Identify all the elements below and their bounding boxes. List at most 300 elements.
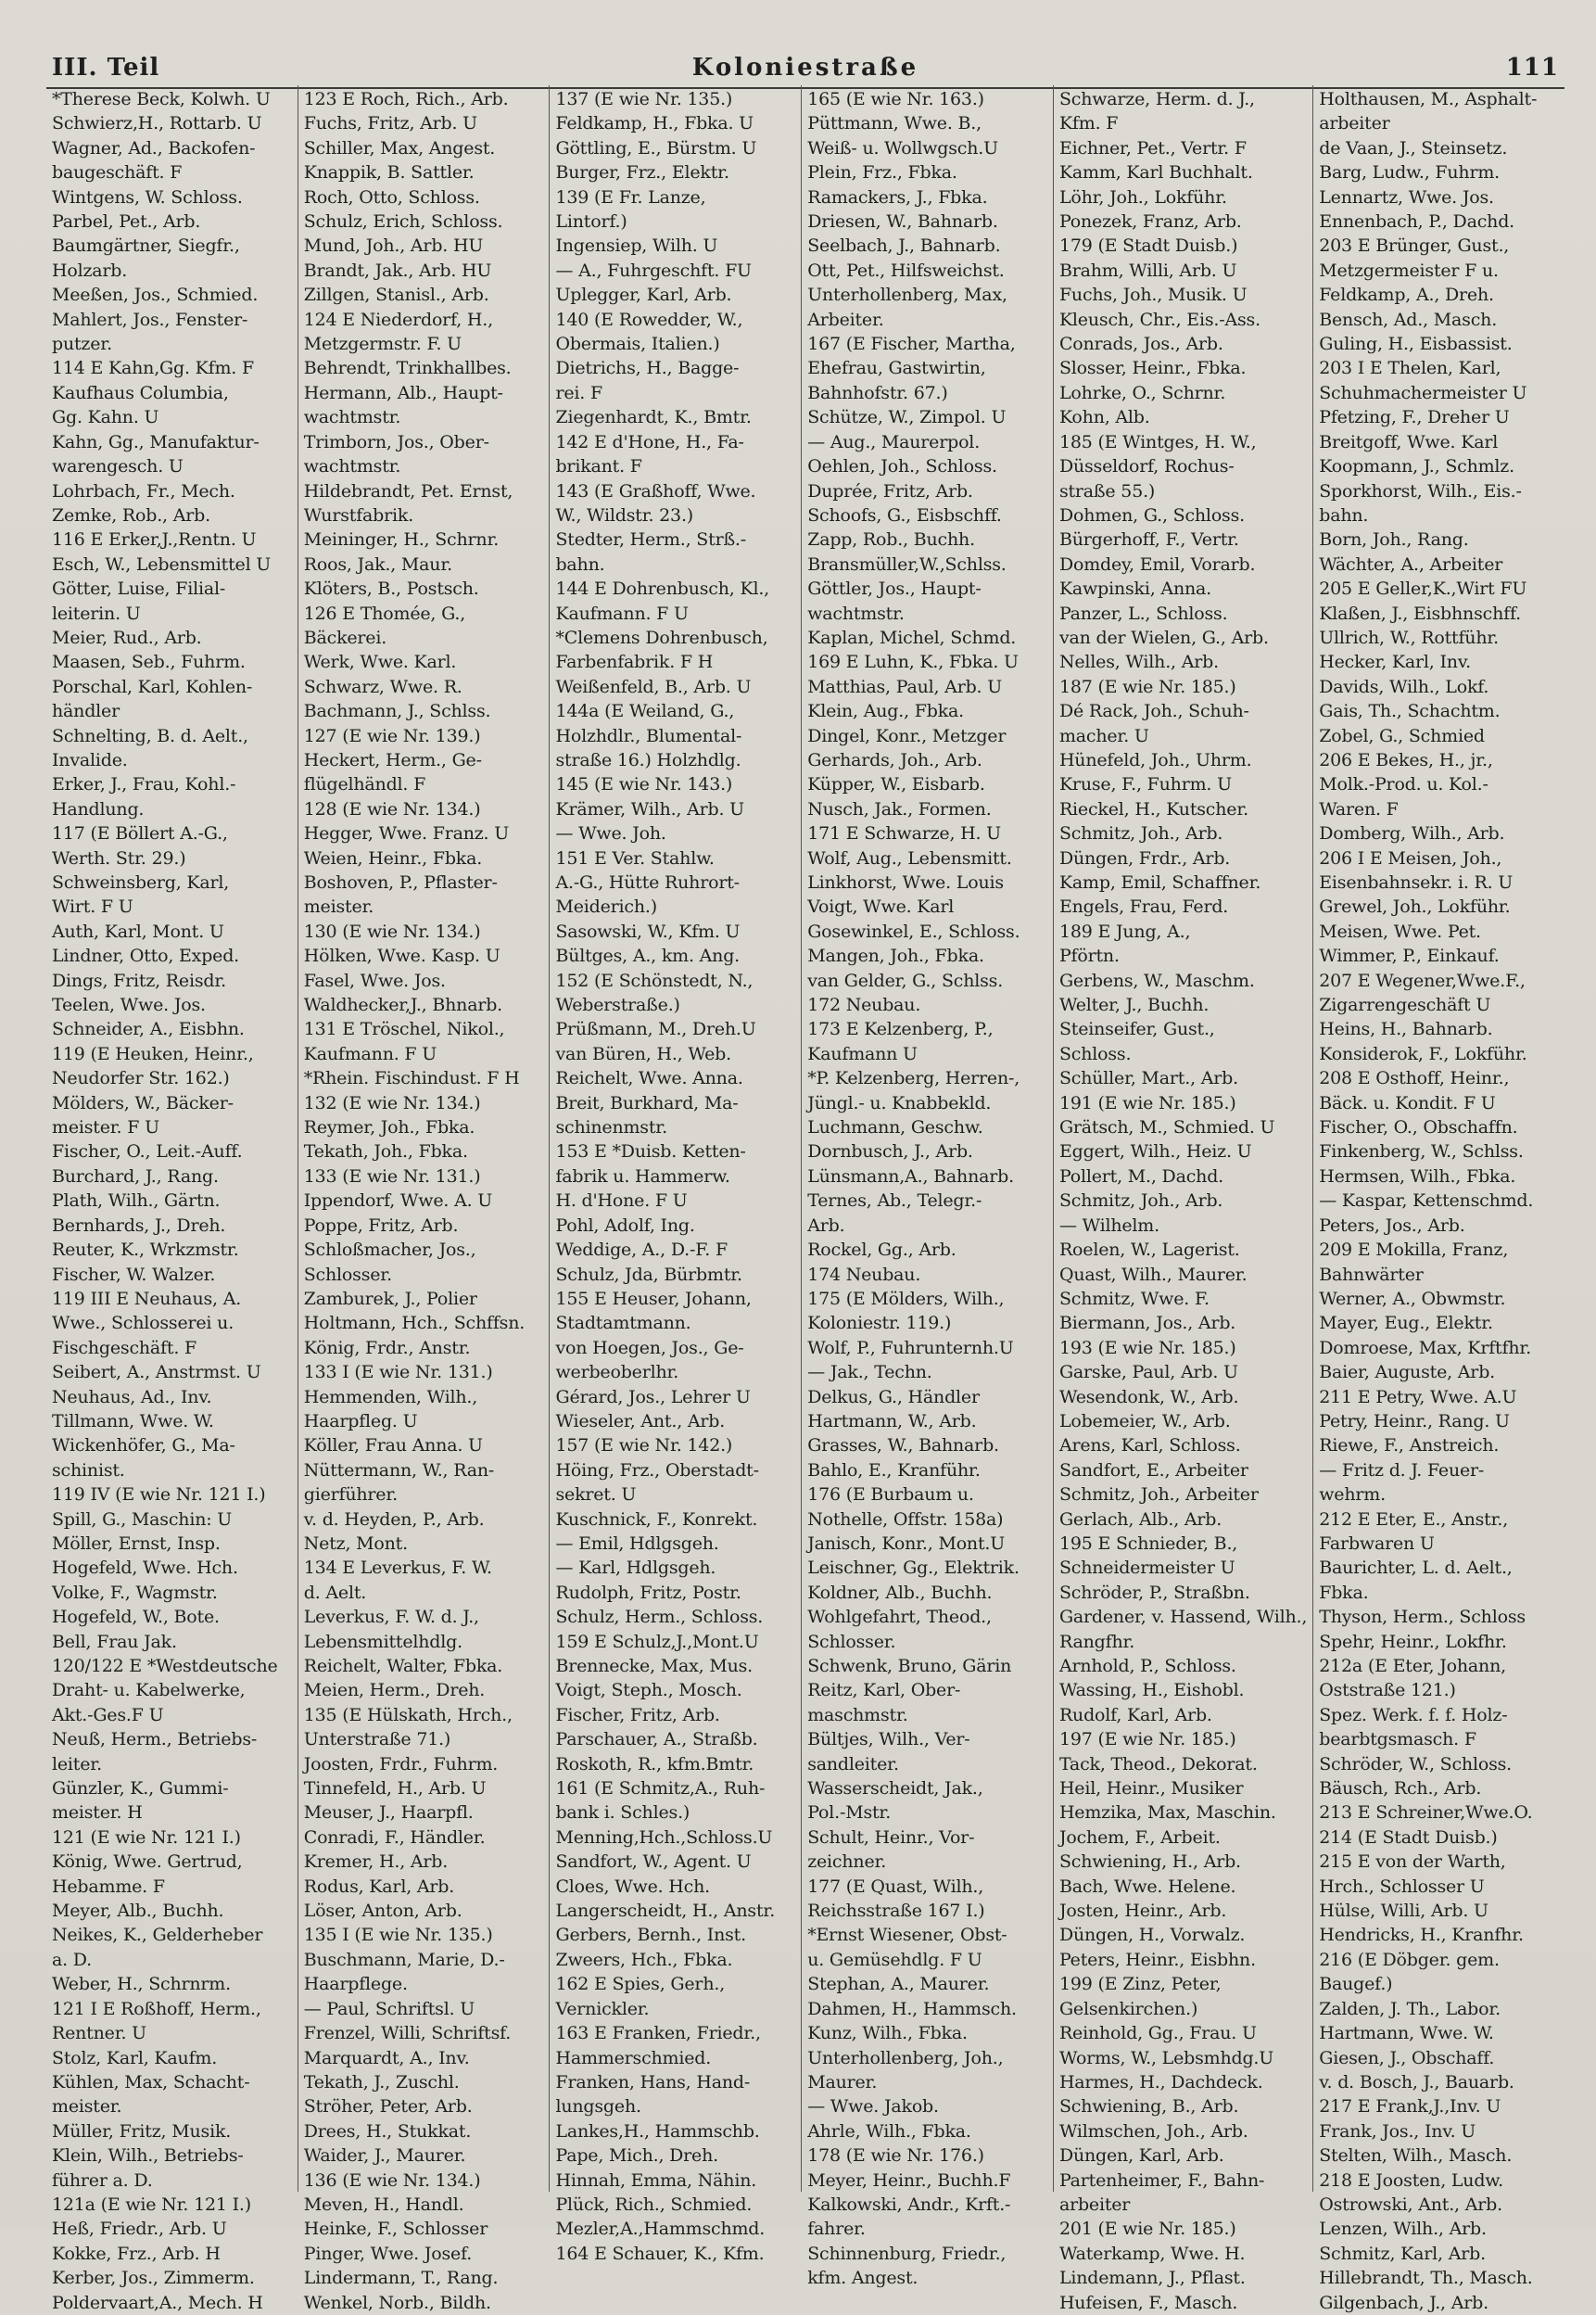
directory-entry: v. d. Bosch, J., Bauarb. (1319, 2071, 1514, 2092)
directory-entry: Gerlach, Alb., Arb. (1058, 1508, 1222, 1530)
directory-entry: Ahrle, Wilh., Fbka. (807, 2120, 971, 2142)
directory-entry: Eggert, Wilh., Heiz. U (1058, 1141, 1252, 1163)
directory-entry: Holthausen, M., Asphalt- (1319, 89, 1538, 109)
directory-entry: Schulz, Erich, Schloss. (303, 211, 503, 233)
directory-entry: 137 (E wie Nr. 135.) (555, 89, 733, 109)
directory-entry: straße 16.) Holzhdlg. (555, 749, 741, 770)
directory-entry: Meiderich.) (555, 897, 657, 918)
directory-entry: meister. (303, 897, 374, 918)
directory-entry: Zobel, G., Schmied (1319, 725, 1485, 746)
directory-entry: brikant. F (555, 456, 642, 477)
directory-entry: Hinnah, Emma, Nähin. (555, 2169, 757, 2191)
directory-entry: Brennecke, Max, Mus. (555, 1656, 754, 1676)
directory-entry: Grasses, W., Bahnarb. (807, 1435, 999, 1456)
directory-entry: Burchard, J., Rang. (52, 1165, 219, 1187)
directory-entry: Rudolf, Karl, Arb. (1058, 1704, 1212, 1725)
directory-entry: 131 E Tröschel, Nikol., (303, 1019, 505, 1040)
directory-entry: Bell, Frau Jak. (52, 1631, 177, 1652)
directory-entry: Netz, Mont. (303, 1533, 408, 1554)
directory-entry: — Paul, Schriftsl. U (303, 1998, 475, 2019)
directory-entry: Göttling, E., Bürstm. U (555, 137, 757, 159)
directory-entry: fabrik u. Hammerw. (555, 1165, 730, 1187)
directory-entry: Mölders, W., Bäcker- (52, 1092, 234, 1113)
directory-entry: Lindner, Otto, Exped. (52, 946, 240, 967)
directory-entry: Klein, Wilh., Betriebs- (52, 2145, 244, 2167)
directory-entry: Wohlgefahrt, Theod., (807, 1607, 992, 1628)
directory-entry: Cloes, Wwe. Hch. (555, 1876, 710, 1897)
directory-entry: 167 (E Fischer, Martha, (807, 334, 1016, 355)
directory-entry: Kamp, Emil, Schaffner. (1058, 872, 1261, 893)
directory-entry: König, Wwe. Gertrud, (52, 1851, 243, 1873)
directory-entry: Garske, Paul, Arb. U (1058, 1362, 1238, 1383)
directory-entry: Weddige, A., D.-F. F (555, 1240, 728, 1261)
directory-entry: Bültjes, Wilh., Ver- (807, 1729, 970, 1750)
directory-entry: Werk, Wwe. Karl. (303, 652, 457, 673)
directory-entry: Kleusch, Chr., Eis.-Ass. (1058, 309, 1260, 330)
directory-entry: Kuschnick, F., Konrekt. (555, 1508, 758, 1530)
directory-entry: Grewel, Joh., Lokführ. (1319, 897, 1511, 918)
directory-entry: Fischer, Fritz, Arb. (555, 1704, 720, 1725)
directory-entry: Neuß, Herm., Betriebs- (52, 1729, 258, 1750)
directory-entry: Parschauer, A., Straßb. (555, 1729, 758, 1750)
directory-entry: 144 E Dohrenbusch, Kl., (555, 579, 770, 600)
directory-entry: Peters, Heinr., Eisbhn. (1058, 1949, 1256, 1970)
directory-entry: Bachmann, J., Schlss. (303, 701, 491, 722)
directory-entry: van Büren, H., Web. (555, 1043, 731, 1064)
directory-entry: Pfetzing, F., Dreher U (1319, 407, 1510, 428)
directory-entry: Hermsen, Wilh., Fbka. (1319, 1165, 1516, 1187)
directory-entry: Hogefeld, W., Bote. (52, 1607, 220, 1628)
directory-entry: Brandt, Jak., Arb. HU (303, 260, 492, 281)
directory-entry: Breitgoff, Wwe. Karl (1319, 431, 1499, 452)
directory-entry: Waldhecker,J., Bhnarb. (303, 995, 503, 1016)
directory-entry: 216 (E Döbger. gem. (1319, 1949, 1500, 1970)
directory-entry: Gerhards, Joh., Arb. (807, 749, 982, 770)
directory-entry: Davids, Wilh., Lokf. (1319, 676, 1489, 697)
directory-entry: Seelbach, J., Bahnarb. (807, 235, 1001, 257)
directory-entry: Heins, H., Bahnarb. (1319, 1019, 1493, 1040)
directory-entry: Esch, W., Lebensmittel U (52, 553, 272, 575)
directory-entry: 130 (E wie Nr. 134.) (303, 921, 481, 942)
directory-entry: Kaufmann. F U (555, 603, 689, 624)
directory-entry: Bach, Wwe. Helene. (1058, 1876, 1236, 1897)
directory-entry: Ingensiep, Wilh. U (555, 235, 718, 257)
directory-entry: 135 I (E wie Nr. 135.) (303, 1925, 493, 1946)
directory-entry: Sandfort, W., Agent. U (555, 1851, 752, 1873)
directory-entry: Schütze, W., Zimpol. U (807, 407, 1007, 428)
directory-entry: Wassing, H., Eishobl. (1058, 1680, 1245, 1701)
directory-entry: Reichsstraße 167 I.) (807, 1901, 985, 1922)
directory-entry: Rudolph, Fritz, Postr. (555, 1582, 741, 1603)
directory-entry: 174 Neubau. (807, 1264, 921, 1285)
directory-entry: Neuhaus, Ad., Inv. (52, 1386, 212, 1407)
directory-entry: 145 (E wie Nr. 143.) (555, 774, 733, 795)
directory-entry: Wieseler, Ant., Arb. (555, 1410, 726, 1431)
directory-entry: Lünsmann,A., Bahnarb. (807, 1165, 1014, 1187)
directory-entry: Fasel, Wwe. Jos. (303, 970, 446, 991)
directory-entry: Stedter, Herm., Strß.- (555, 529, 746, 551)
directory-entry: 124 E Niederdorf, H., (303, 309, 493, 330)
directory-entry: Quast, Wilh., Maurer. (1058, 1264, 1248, 1285)
directory-entry: — Wwe. Joh. (555, 823, 666, 845)
directory-entry: Arnhold, P., Schloss. (1058, 1656, 1236, 1676)
directory-entry: 161 (E Schmitz,A., Ruh- (555, 1778, 766, 1800)
directory-entry: Kahn, Gg., Manufaktur- (52, 431, 260, 452)
directory-entry: Handlung. (52, 798, 145, 820)
directory-entry: gierführer. (303, 1484, 398, 1506)
directory-entry: Bransmüller,W.,Schlss. (807, 553, 1007, 575)
directory-entry: Kaufmann. F U (303, 1043, 437, 1064)
directory-entry: Baurichter, L. d. Aelt., (1319, 1558, 1513, 1579)
directory-entry: Plück, Rich., Schmied. (555, 2194, 753, 2215)
directory-entry: Tinnefeld, H., Arb. U (303, 1778, 487, 1800)
directory-entry: 143 (E Graßhoff, Wwe. (555, 480, 756, 502)
directory-entry: Ternes, Ab., Telegr.- (807, 1190, 982, 1212)
directory-entry: Ippendorf, Wwe. A. U (303, 1190, 493, 1212)
directory-entry: König, Frdr., Anstr. (303, 1337, 471, 1358)
directory-entry: Schwarz, Wwe. R. (303, 676, 462, 697)
directory-entry: Prüßmann, M., Dreh.U (555, 1019, 756, 1040)
directory-entry: Hendricks, H., Kranfhr. (1319, 1925, 1524, 1946)
directory-entry: Vernickler. (555, 1998, 650, 2019)
directory-entry: Meien, Herm., Dreh. (303, 1680, 486, 1701)
directory-entry: — Wwe. Jakob. (807, 2096, 939, 2118)
directory-entry: Fbka. (1319, 1582, 1369, 1603)
directory-entry: *Rhein. Fischindust. F H (303, 1068, 520, 1089)
directory-entry: 121 I E Roßhoff, Herm., (52, 1998, 261, 2019)
directory-entry: Mezler,A.,Hammschmd. (555, 2219, 766, 2240)
directory-entry: 127 (E wie Nr. 139.) (303, 725, 481, 746)
directory-entry: A.-G., Hütte Ruhrort- (555, 872, 740, 893)
directory-entry: Wasserscheidt, Jak., (807, 1778, 983, 1800)
directory-entry: Meyer, Alb., Buchh. (52, 1901, 224, 1922)
directory-entry: Kühlen, Max, Schacht- (52, 2071, 250, 2092)
directory-entry: Schneider, A., Eisbhn. (52, 1019, 245, 1040)
directory-entry: 211 E Petry, Wwe. A.U (1319, 1386, 1517, 1407)
directory-entry: Heckert, Herm., Ge- (303, 749, 482, 770)
directory-entry: Bernhards, J., Dreh. (52, 1215, 226, 1236)
directory-entry: sekret. U (555, 1484, 637, 1506)
directory-entry: Klöters, B., Postsch. (303, 579, 479, 600)
directory-entry: Gosewinkel, E., Schloss. (807, 921, 1020, 942)
directory-entry: Ehefrau, Gastwirtin, (807, 358, 986, 379)
directory-entry: Lenzen, Wilh., Arb. (1319, 2219, 1487, 2240)
directory-entry: 151 E Ver. Stahlw. (555, 847, 715, 869)
directory-entry: 179 (E Stadt Duisb.) (1058, 235, 1238, 257)
directory-entry: Stadtamtmann. (555, 1313, 691, 1334)
column-4 (802, 85, 1054, 2289)
part-label: III. Teil (52, 54, 160, 82)
directory-entry: Köller, Frau Anna. U (303, 1435, 483, 1456)
directory-entry: 133 (E wie Nr. 131.) (303, 1165, 481, 1187)
directory-entry: Arb. (807, 1215, 845, 1236)
directory-entry: 119 (E Heuken, Heinr., (52, 1043, 254, 1064)
directory-entry: Zamburek, J., Polier (303, 1288, 477, 1309)
directory-entry: — Wilhelm. (1058, 1215, 1159, 1236)
directory-entry: Schulz, Jda, Bürbmtr. (555, 1264, 742, 1285)
directory-entry: 157 (E wie Nr. 142.) (555, 1435, 733, 1456)
directory-entry: Finkenberg, W., Schlss. (1319, 1141, 1524, 1163)
directory-entry: Koloniestr. 119.) (807, 1313, 952, 1334)
directory-entry: Mund, Joh., Arb. HU (303, 235, 484, 257)
directory-entry: Ott, Pet., Hilfsweichst. (807, 260, 1005, 281)
directory-entry: Lobemeier, W., Arb. (1058, 1410, 1231, 1431)
directory-entry: Barg, Ludw., Fuhrm. (1319, 162, 1500, 184)
directory-entry: Schnelting, B. d. Aelt., (52, 725, 248, 746)
column-3 (550, 85, 802, 2264)
directory-entry: Nothelle, Offstr. 158a) (807, 1508, 1004, 1530)
directory-entry: Pape, Mich., Dreh. (555, 2145, 718, 2167)
directory-entry: Sandfort, E., Arbeiter (1058, 1459, 1248, 1481)
directory-entry: Roch, Otto, Schloss. (303, 186, 480, 208)
directory-entry: Kaplan, Michel, Schmd. (807, 627, 1017, 648)
directory-entry: Neudorfer Str. 162.) (52, 1068, 230, 1089)
directory-entry: Dohmen, G., Schloss. (1058, 504, 1245, 526)
directory-entry: Meyer, Heinr., Buchh.F (807, 2169, 1011, 2191)
directory-entry: Düsseldorf, Rochus- (1058, 456, 1235, 477)
directory-entry: Menning,Hch.,Schloss.U (555, 1826, 773, 1848)
directory-entry: Hemzika, Max, Maschin. (1058, 1802, 1276, 1824)
directory-entry: Tillmann, Wwe. W. (52, 1410, 214, 1431)
directory-entry: — Aug., Maurerpol. (807, 431, 981, 452)
directory-entry: Buschmann, Marie, D.- (303, 1949, 505, 1970)
directory-entry: Tekath, Joh., Fbka. (303, 1141, 468, 1163)
directory-entry: Zweers, Hch., Fbka. (555, 1949, 733, 1970)
directory-entry: Haarpflege. (303, 1974, 408, 1995)
directory-entry: 209 E Mokilla, Franz, (1319, 1240, 1509, 1261)
directory-entry: Schlosser. (807, 1631, 896, 1652)
directory-entry: Franken, Hans, Hand- (555, 2071, 751, 2092)
directory-entry: Schuhmachermeister U (1319, 382, 1527, 403)
directory-entry: Zemke, Rob., Arb. (52, 504, 210, 526)
page-number: 111 (1505, 54, 1559, 82)
directory-entry: Riewe, F., Anstreich. (1319, 1435, 1500, 1456)
directory-entry: Hegger, Wwe. Franz. U (303, 823, 510, 845)
directory-entry: Josten, Heinr., Arb. (1058, 1901, 1227, 1922)
directory-entry: Wagner, Ad., Backofen- (52, 137, 256, 159)
directory-entry: 152 (E Schönstedt, N., (555, 970, 754, 991)
directory-entry: H. d'Hone. F U (555, 1190, 688, 1212)
directory-entry: Conrads, Jos., Arb. (1058, 334, 1223, 355)
directory-entry: 134 E Leverkus, F. W. (303, 1558, 492, 1579)
directory-entry: Meeßen, Jos., Schmied. (52, 285, 259, 306)
directory-entry: bank i. Schles.) (555, 1802, 690, 1824)
directory-entry: Reinhold, Gg., Frau. U (1058, 2023, 1257, 2044)
directory-entry: Voigt, Wwe. Karl (807, 897, 955, 918)
directory-entry: Löhr, Joh., Lokführ. (1058, 186, 1227, 208)
directory-entry: 193 (E wie Nr. 185.) (1058, 1337, 1236, 1358)
directory-entry: Roelen, W., Lagerist. (1058, 1240, 1240, 1261)
directory-entry: rei. F (555, 382, 602, 403)
directory-entry: Wolf, P., Fuhrunternh.U (807, 1337, 1014, 1358)
directory-entry: Baumgärtner, Siegfr., (52, 235, 240, 257)
directory-entry: 177 (E Quast, Wilh., (807, 1876, 984, 1897)
directory-entry: — Karl, Hdlgsgeh. (555, 1558, 716, 1579)
directory-entry: Weißenfeld, B., Arb. U (555, 676, 752, 697)
directory-entry: sandleiter. (807, 1753, 899, 1774)
directory-entry: Auth, Karl, Mont. U (52, 921, 224, 942)
directory-entry: Müller, Fritz, Musik. (52, 2120, 232, 2142)
directory-entry: Lennartz, Wwe. Jos. (1319, 186, 1494, 208)
directory-entry: Weiß- u. Wollwgsch.U (807, 137, 998, 159)
directory-entry: Giesen, J., Obschaff. (1319, 2047, 1495, 2068)
directory-entry: 207 E Wegener,Wwe.F., (1319, 970, 1526, 991)
directory-entry: Schwenk, Bruno, Gärin (807, 1656, 1012, 1676)
directory-entry: Rentner. U (52, 2023, 146, 2044)
directory-entry: 197 (E wie Nr. 185.) (1058, 1729, 1236, 1750)
directory-entry: Feldkamp, A., Dreh. (1319, 285, 1494, 306)
directory-entry: Delkus, G., Händler (807, 1386, 980, 1407)
directory-entry: Meier, Rud., Arb. (52, 627, 202, 648)
directory-entry: Koldner, Alb., Buchh. (807, 1582, 993, 1603)
directory-entry: Kaufhaus Columbia, (52, 382, 229, 403)
directory-entry: Pohl, Adolf, Ing. (555, 1215, 695, 1236)
directory-entry: Panzer, L., Schloss. (1058, 603, 1228, 624)
directory-entry: Oststraße 121.) (1319, 1680, 1456, 1701)
directory-entry: arbeiter (1319, 113, 1390, 134)
directory-entry: Gg. Kahn. U (52, 407, 159, 428)
directory-entry: Zapp, Rob., Buchh. (807, 529, 975, 551)
directory-entry: 217 E Frank,J.,Inv. U (1319, 2096, 1501, 2118)
directory-entry: maschmstr. (807, 1704, 908, 1725)
directory-entry: Wwe., Schlosserei u. (52, 1313, 234, 1334)
directory-entry: van Gelder, G., Schlss. (807, 970, 1004, 991)
directory-entry: Schinnenburg, Friedr., (807, 2243, 1007, 2264)
directory-entry: Düngen, Frdr., Arb. (1058, 847, 1231, 869)
directory-entry: zeichner. (807, 1851, 887, 1873)
directory-entry: Fischer, W. Walzer. (52, 1264, 216, 1285)
directory-entry: Invalide. (52, 749, 128, 770)
directory-entry: 165 (E wie Nr. 163.) (807, 89, 984, 109)
directory-entry: Lindemann, J., Pflast. (1058, 2268, 1246, 2289)
directory-entry: Götter, Luise, Filial- (52, 579, 226, 600)
directory-entry: Schüller, Mart., Arb. (1058, 1068, 1238, 1089)
directory-entry: Schiller, Max, Angest. (303, 137, 496, 159)
directory-entry: 178 (E wie Nr. 176.) (807, 2145, 984, 2167)
directory-entry: Mahlert, Jos., Fenster- (52, 309, 248, 330)
directory-entry: Waider, J., Maurer. (303, 2145, 466, 2167)
directory-entry: Rieckel, H., Kutscher. (1058, 798, 1248, 820)
directory-entry: Schloss. (1058, 1043, 1132, 1064)
directory-entry: Kunz, Wilh., Fbka. (807, 2023, 968, 2044)
directory-entry: Hillebrandt, Th., Masch. (1319, 2268, 1533, 2289)
directory-entry: 126 E Thomée, G., (303, 603, 466, 624)
directory-entry: Hemmenden, Wilh., (303, 1386, 478, 1407)
directory-entry: leiterin. U (52, 603, 141, 624)
directory-entry: Meisen, Wwe. Pet. (1319, 921, 1481, 942)
column-1 (46, 85, 298, 2313)
directory-entry: Kerber, Jos., Zimmerm. (52, 2268, 255, 2289)
directory-entry: 172 Neubau. (807, 995, 921, 1016)
directory-entry: schinist. (52, 1459, 125, 1481)
directory-entry: Roos, Jak., Maur. (303, 553, 452, 575)
directory-entry: Hülse, Willi, Arb. U (1319, 1901, 1488, 1922)
directory-entry: 173 E Kelzenberg, P., (807, 1019, 994, 1040)
directory-entry: Gilgenbach, J., Arb. (1319, 2292, 1488, 2313)
directory-entry: Werth. Str. 29.) (52, 847, 186, 869)
directory-entry: Heil, Heinr., Musiker (1058, 1778, 1244, 1800)
directory-entry: Hammerschmied. (555, 2047, 712, 2068)
directory-entry: Wesendonk, W., Arb. (1058, 1386, 1239, 1407)
directory-entry: Unterhollenberg, Max, (807, 285, 1007, 306)
directory-entry: a. D. (52, 1949, 93, 1970)
directory-entry: 135 (E Hülskath, Hrch., (303, 1704, 513, 1725)
directory-entry: meister. (52, 2096, 122, 2118)
directory-entry: Slosser, Heinr., Fbka. (1058, 358, 1247, 379)
directory-entry: Wirt. F U (52, 897, 133, 918)
directory-entry: Oehlen, Joh., Schloss. (807, 456, 997, 477)
page-header (46, 35, 1564, 89)
directory-entry: Bäck. u. Kondit. F U (1319, 1092, 1496, 1113)
directory-entry: Schwiening, B., Arb. (1058, 2096, 1239, 2118)
directory-entry: Spill, G., Maschin: U (52, 1508, 233, 1530)
directory-entry: Lankes,H., Hammschb. (555, 2120, 760, 2142)
directory-entry: Eisenbahnsekr. i. R. U (1319, 872, 1514, 893)
directory-entry: — Fritz d. J. Feuer- (1319, 1459, 1485, 1481)
directory-entry: Ennenbach, P., Dachd. (1319, 211, 1514, 233)
directory-entry: d. Aelt. (303, 1582, 367, 1603)
directory-entry: Wimmer, P., Einkauf. (1319, 946, 1500, 967)
directory-entry: Nusch, Jak., Formen. (807, 798, 992, 820)
directory-entry: Baier, Auguste, Arb. (1319, 1362, 1495, 1383)
directory-entry: 119 IV (E wie Nr. 121 I.) (52, 1484, 266, 1506)
directory-entry: Biermann, Jos., Arb. (1058, 1313, 1236, 1334)
directory-entry: Düngen, Karl, Arb. (1058, 2145, 1224, 2167)
directory-entry: Roskoth, R., kfm.Bmtr. (555, 1753, 754, 1774)
directory-entry: macher. U (1058, 725, 1149, 746)
directory-entry: Guling, H., Eisbassist. (1319, 334, 1513, 355)
directory-entry: wachtmstr. (303, 456, 401, 477)
directory-entry: Heß, Friedr., Arb. U (52, 2219, 227, 2240)
directory-entry: Schröder, P., Straßbn. (1058, 1582, 1250, 1603)
directory-entry: Born, Joh., Rang. (1319, 529, 1469, 551)
directory-entry: Maurer. (807, 2071, 878, 2092)
directory-entry: 140 (E Rowedder, W., (555, 309, 743, 330)
directory-entry: Langerscheidt, H., Anstr. (555, 1901, 776, 1922)
directory-entry: Waterkamp, Wwe. H. (1058, 2243, 1246, 2264)
directory-entry: wachtmstr. (303, 407, 401, 428)
directory-entry: Reitz, Karl, Ober- (807, 1680, 961, 1701)
directory-entry: Gardener, v. Hassend, Wilh., (1058, 1607, 1308, 1628)
directory-entry: v. d. Heyden, P., Arb. (303, 1508, 485, 1530)
directory-entry: Farbwaren U (1319, 1533, 1435, 1554)
directory-entry: — Emil, Hdlgsgeh. (555, 1533, 719, 1554)
directory-entry: 159 E Schulz,J.,Mont.U (555, 1631, 759, 1652)
directory-entry: Göttler, Jos., Haupt- (807, 579, 982, 600)
directory-entry: Höing, Frz., Oberstadt- (555, 1459, 759, 1481)
directory-entry: Rockel, Gg., Arb. (807, 1240, 956, 1261)
directory-entry: Schmitz, Joh., Arb. (1058, 1190, 1223, 1212)
directory-entry: Fuchs, Joh., Musik. U (1058, 285, 1248, 306)
directory-entry: Marquardt, A., Inv. (303, 2047, 470, 2068)
directory-entry: Sporkhorst, Wilh., Eis.- (1319, 480, 1522, 502)
directory-entry: führer a. D. (52, 2169, 153, 2191)
directory-entry: Joosten, Frdr., Fuhrm. (303, 1753, 499, 1774)
directory-entry: *Ernst Wiesener, Obst- (807, 1925, 1007, 1946)
directory-entry: 164 E Schauer, K., Kfm. (555, 2243, 765, 2264)
directory-entry: händler (52, 701, 120, 722)
directory-entry: Hermann, Alb., Haupt- (303, 382, 503, 403)
directory-entry: Neikes, K., Gelderheber (52, 1925, 263, 1946)
directory-entry: Obermais, Italien.) (555, 334, 720, 355)
directory-entry: Poldervaart,A., Mech. H (52, 2292, 263, 2313)
directory-entry: Püttmann, Wwe. B., (807, 113, 982, 134)
directory-entry: — Jak., Techn. (807, 1362, 932, 1383)
directory-entry: Sasowski, W., Kfm. U (555, 921, 741, 942)
directory-entry: 214 (E Stadt Duisb.) (1319, 1826, 1498, 1848)
directory-entry: 120/122 E *Westdeutsche (52, 1656, 278, 1676)
directory-entry: Schwiening, H., Arb. (1058, 1851, 1241, 1873)
